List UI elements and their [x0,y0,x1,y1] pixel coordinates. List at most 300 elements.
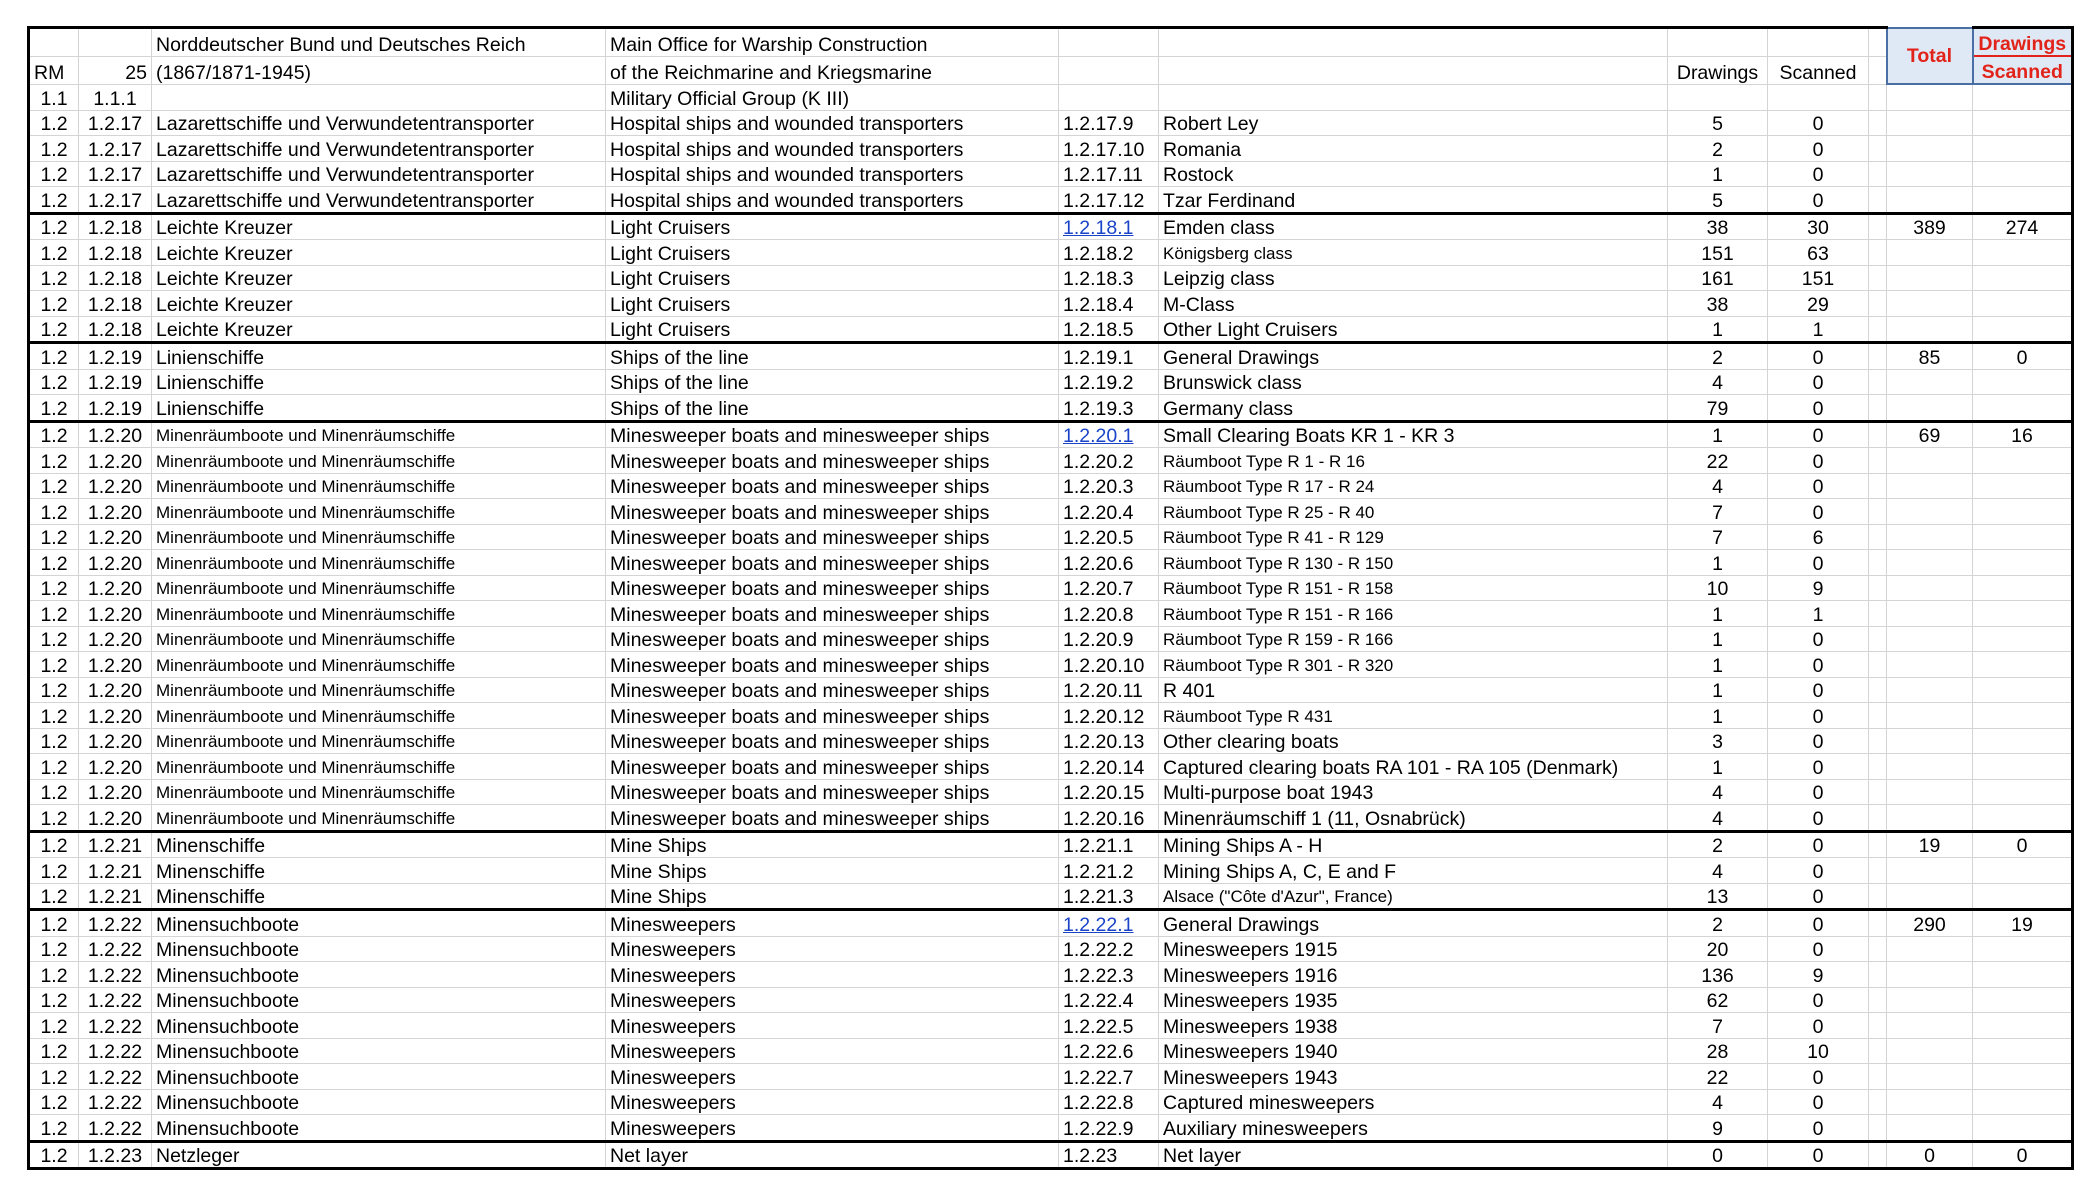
cell-total [1887,1038,1973,1064]
cell-total-scanned [1973,858,2073,884]
sum-drawings-header: Drawings [1973,28,2073,57]
cell-level: 1.2 [29,883,79,910]
col-scanned-header: Scanned [1768,56,1869,84]
table-row [29,575,2073,601]
cell-name: Räumboot Type R 1 - R 16 [1159,448,1668,474]
cell-spacer [1869,831,1887,858]
cell-drawings: 22 [1668,448,1768,474]
cell-name: General Drawings [1159,910,1668,937]
cell-name: Rostock [1159,161,1668,187]
code-link[interactable]: 1.2.18.1 [1063,217,1134,239]
cell-spacer [1869,626,1887,652]
cell-spacer [1869,910,1887,937]
cell-total-scanned: 0 [1973,831,2073,858]
cell-scanned: 1 [1768,316,1869,343]
cell-total-scanned [1973,1013,2073,1039]
cell-subgroup: 1.2.20 [79,601,152,627]
cell-total [1887,136,1973,162]
cell-drawings: 10 [1668,575,1768,601]
table-row [29,626,2073,652]
table-row [29,316,2073,343]
cell-spacer [1869,421,1887,448]
cell-total-scanned [1973,499,2073,525]
cell-name: R 401 [1159,677,1668,703]
cell-total-scanned [1973,369,2073,395]
cell-drawings: 5 [1668,187,1768,214]
cell-spacer [1869,369,1887,395]
cell-title-de: Lazarettschiffe und Verwundetentransporter [152,110,606,136]
cell-level: 1.2 [29,291,79,317]
cell-code: 1.2.17.9 [1059,110,1159,136]
cell-level: 1.2 [29,369,79,395]
cell-drawings: 4 [1668,779,1768,805]
cell-total-scanned [1973,575,2073,601]
cell-level: 1.2 [29,1115,79,1142]
cell-title-en: Ships of the line [606,395,1059,422]
cell-total-scanned: 274 [1973,213,2073,240]
cell-title-de: Lazarettschiffe und Verwundetentransporter [152,161,606,187]
cell-code: 1.2.20.5 [1059,524,1159,550]
code-link[interactable]: 1.2.20.1 [1063,425,1134,447]
cell-code: 1.2.22.6 [1059,1038,1159,1064]
cell-code: 1.2.22.2 [1059,936,1159,962]
cell-spacer [1869,858,1887,884]
cell-scanned: 0 [1768,1013,1869,1039]
cell-title-de: Minenräumboote und Minenräumschiffe [152,473,606,499]
cell-name: Räumboot Type R 159 - R 166 [1159,626,1668,652]
table-row [29,187,2073,214]
cell-subgroup: 1.2.18 [79,265,152,291]
cell-title-en: Minesweeper boats and minesweeper ships [606,677,1059,703]
cell-total [1887,161,1973,187]
cell-code: 1.2.20.14 [1059,754,1159,780]
cell-name: Germany class [1159,395,1668,422]
cell-subgroup: 1.2.19 [79,395,152,422]
cell-title-de: Minenräumboote und Minenräumschiffe [152,550,606,576]
cell-title-de: Lazarettschiffe und Verwundetentransporter [152,136,606,162]
cell-total-scanned [1973,187,2073,214]
table-row [29,240,2073,266]
cell-title-en: Hospital ships and wounded transporters [606,110,1059,136]
cell-title-de: Minenschiffe [152,883,606,910]
cell-name: Captured minesweepers [1159,1089,1668,1115]
cell-code: 1.2.22.5 [1059,1013,1159,1039]
cell-total [1887,395,1973,422]
cell-total-scanned [1973,161,2073,187]
cell-drawings: 28 [1668,1038,1768,1064]
cell-scanned: 0 [1768,161,1869,187]
cell-subgroup: 1.2.19 [79,369,152,395]
header-cell [1768,28,1869,57]
cell-total [1887,1089,1973,1115]
cell-total [1887,448,1973,474]
cell-title-en: Light Cruisers [606,240,1059,266]
cell-total-scanned [1973,291,2073,317]
cell-title-en: Minesweeper boats and minesweeper ships [606,754,1059,780]
cell-total-scanned: 16 [1973,421,2073,448]
cell-total [1887,858,1973,884]
cell-name: General Drawings [1159,343,1668,370]
cell-subgroup: 1.2.20 [79,703,152,729]
cell-title-en: Minesweeper boats and minesweeper ships [606,728,1059,754]
cell-level: 1.2 [29,831,79,858]
cell-scanned: 0 [1768,136,1869,162]
cell-total: 19 [1887,831,1973,858]
table-row [29,910,2073,937]
cell-subgroup: 1.2.20 [79,550,152,576]
cell-subgroup: 1.2.20 [79,473,152,499]
cell-level: 1.2 [29,448,79,474]
cell-drawings: 13 [1668,883,1768,910]
table-row [29,421,2073,448]
header-cell [1869,56,1887,84]
cell-drawings: 4 [1668,1089,1768,1115]
cell-total-scanned [1973,395,2073,422]
cell-drawings: 2 [1668,910,1768,937]
cell-title-en: Minesweepers [606,936,1059,962]
cell-code: 1.2.22.4 [1059,987,1159,1013]
table-row [29,883,2073,910]
cell-title-en: Light Cruisers [606,265,1059,291]
cell-name: Räumboot Type R 17 - R 24 [1159,473,1668,499]
cell-spacer [1869,1013,1887,1039]
cell-scanned: 0 [1768,831,1869,858]
cell-total [1887,962,1973,988]
cell-drawings: 1 [1668,677,1768,703]
cell-code: 1.2.19.3 [1059,395,1159,422]
cell-total-scanned [1973,652,2073,678]
cell-total [1887,524,1973,550]
cell-subgroup: 1.2.22 [79,1089,152,1115]
header-row-1 [29,28,2073,57]
cell-spacer [1869,601,1887,627]
cell-code: 1.2.21.1 [1059,831,1159,858]
cell-subgroup: 1.2.17 [79,161,152,187]
cell-drawings: 161 [1668,265,1768,291]
cell-level: 1.2 [29,499,79,525]
cell-title-en: Light Cruisers [606,291,1059,317]
cell-spacer [1869,499,1887,525]
cell-total-scanned [1973,136,2073,162]
cell-name: Räumboot Type R 130 - R 150 [1159,550,1668,576]
cell-code: 1.2.21.2 [1059,858,1159,884]
cell-subgroup: 1.2.22 [79,1013,152,1039]
cell-subgroup: 1.2.18 [79,240,152,266]
cell-spacer [1869,703,1887,729]
cell-subgroup: 1.2.22 [79,910,152,937]
cell-name: Räumboot Type R 41 - R 129 [1159,524,1668,550]
cell-spacer [1869,575,1887,601]
cell-scanned: 0 [1768,1064,1869,1090]
cell-spacer [1869,110,1887,136]
cell-title-de: Leichte Kreuzer [152,316,606,343]
cell-spacer [1869,1115,1887,1142]
cell-subgroup: 1.2.17 [79,110,152,136]
cell-code [1059,84,1159,110]
cell-scanned: 0 [1768,728,1869,754]
cell-title-en: Hospital ships and wounded transporters [606,161,1059,187]
table-row [29,652,2073,678]
table-row [29,703,2073,729]
cell-code: 1.2.17.10 [1059,136,1159,162]
cell-total [1887,240,1973,266]
cell-name: Minesweepers 1915 [1159,936,1668,962]
cell-drawings: 4 [1668,473,1768,499]
cell-code: 1.2.20.2 [1059,448,1159,474]
cell-drawings: 151 [1668,240,1768,266]
cell-code: 1.2.23 [1059,1141,1159,1169]
cell-spacer [1869,395,1887,422]
cell-total [1887,754,1973,780]
cell-total-scanned [1973,1115,2073,1142]
cell-drawings: 2 [1668,831,1768,858]
cell-scanned: 0 [1768,369,1869,395]
cell-scanned: 0 [1768,652,1869,678]
cell-title-de: Leichte Kreuzer [152,265,606,291]
cell-drawings: 4 [1668,369,1768,395]
cell-title-en: Hospital ships and wounded transporters [606,136,1059,162]
cell-spacer [1869,677,1887,703]
table-row [29,1115,2073,1142]
cell-scanned: 0 [1768,883,1869,910]
cell-code: 1.2.20.3 [1059,473,1159,499]
cell-name: Mining Ships A, C, E and F [1159,858,1668,884]
cell-title-en: Minesweeper boats and minesweeper ships [606,550,1059,576]
cell-total-scanned [1973,703,2073,729]
cell-drawings: 136 [1668,962,1768,988]
cell-drawings: 1 [1668,626,1768,652]
cell-title-de: Minensuchboote [152,910,606,937]
cell-level: 1.2 [29,1089,79,1115]
cell-name: Minesweepers 1935 [1159,987,1668,1013]
cell-scanned: 0 [1768,421,1869,448]
cell-subgroup: 1.2.22 [79,936,152,962]
cell-total [1887,728,1973,754]
cell-level: 1.2 [29,550,79,576]
header-cell [79,28,152,57]
cell-subgroup: 1.2.21 [79,858,152,884]
cell-title-en: Minesweepers [606,987,1059,1013]
cell-total-scanned [1973,805,2073,832]
cell-title-en: Military Official Group (K III) [606,84,1059,110]
cell-total-scanned [1973,728,2073,754]
cell-total-scanned [1973,677,2073,703]
cell-subgroup: 1.2.20 [79,626,152,652]
cell-subgroup: 1.2.22 [79,1064,152,1090]
table-row [29,987,2073,1013]
cell-drawings: 1 [1668,550,1768,576]
header-cell [1869,28,1887,57]
cell-scanned: 0 [1768,987,1869,1013]
cell-total-scanned: 0 [1973,1141,2073,1169]
cell-title-en: Minesweepers [606,1038,1059,1064]
cell-drawings: 1 [1668,161,1768,187]
cell-scanned: 9 [1768,575,1869,601]
cell-name: M-Class [1159,291,1668,317]
cell-drawings: 1 [1668,652,1768,678]
header-title-en: Main Office for Warship Construction [606,28,1059,57]
cell-code: 1.2.22.9 [1059,1115,1159,1142]
cell-level: 1.2 [29,524,79,550]
cell-title-de: Minenräumboote und Minenräumschiffe [152,499,606,525]
cell-title-en: Minesweeper boats and minesweeper ships [606,448,1059,474]
cell-total [1887,187,1973,214]
cell-title-de [152,84,606,110]
cell-title-en: Minesweeper boats and minesweeper ships [606,805,1059,832]
cell-total [1887,601,1973,627]
cell-spacer [1869,240,1887,266]
cell-total: 85 [1887,343,1973,370]
cell-title-de: Minenräumboote und Minenräumschiffe [152,524,606,550]
cell-title-de: Minenschiffe [152,831,606,858]
cell-code: 1.2.20.11 [1059,677,1159,703]
cell-code: 1.2.22.3 [1059,962,1159,988]
cell-total [1887,550,1973,576]
cell-spacer [1869,550,1887,576]
cell-title-en: Minesweepers [606,1115,1059,1142]
cell-level: 1.2 [29,161,79,187]
cell-total-scanned [1973,626,2073,652]
cell-scanned: 6 [1768,524,1869,550]
cell-scanned: 0 [1768,677,1869,703]
cell-level: 1.2 [29,987,79,1013]
cell-spacer [1869,1089,1887,1115]
cell-title-en: Minesweeper boats and minesweeper ships [606,652,1059,678]
cell-level: 1.2 [29,240,79,266]
cell-code [1059,421,1159,448]
cell-title-de: Linienschiffe [152,395,606,422]
cell-name: Räumboot Type R 431 [1159,703,1668,729]
header-cell [1059,28,1159,57]
cell-title-de: Minenräumboote und Minenräumschiffe [152,677,606,703]
cell-total: 389 [1887,213,1973,240]
cell-subgroup: 1.2.21 [79,831,152,858]
header-title-de: Norddeutscher Bund und Deutsches Reich [152,28,606,57]
cell-total-scanned [1973,779,2073,805]
cell-total [1887,316,1973,343]
cell-name: Brunswick class [1159,369,1668,395]
cell-total-scanned [1973,524,2073,550]
cell-title-en: Ships of the line [606,343,1059,370]
cell-level: 1.2 [29,1038,79,1064]
cell-name: Multi-purpose boat 1943 [1159,779,1668,805]
cell-total [1887,1064,1973,1090]
cell-drawings: 1 [1668,316,1768,343]
cell-code: 1.2.20.8 [1059,601,1159,627]
cell-scanned: 0 [1768,936,1869,962]
cell-total [1887,575,1973,601]
cell-code: 1.2.22.7 [1059,1064,1159,1090]
cell-total [1887,1013,1973,1039]
cell-subgroup: 1.2.20 [79,754,152,780]
cell-scanned: 0 [1768,395,1869,422]
cell-code: 1.2.17.12 [1059,187,1159,214]
cell-subgroup: 1.2.20 [79,524,152,550]
cell-total: 0 [1887,1141,1973,1169]
cell-spacer [1869,473,1887,499]
table-row [29,677,2073,703]
cell-level: 1.2 [29,473,79,499]
table-row [29,136,2073,162]
cell-spacer [1869,728,1887,754]
total-header: Total [1887,28,1973,85]
cell-drawings: 2 [1668,343,1768,370]
cell-title-en: Mine Ships [606,883,1059,910]
cell-spacer [1869,936,1887,962]
cell-level: 1.2 [29,677,79,703]
cell-level: 1.2 [29,962,79,988]
cell-title-de: Leichte Kreuzer [152,291,606,317]
cell-title-de: Minenräumboote und Minenräumschiffe [152,421,606,448]
cell-total [1887,703,1973,729]
cell-code: 1.2.20.15 [1059,779,1159,805]
cell-title-de: Minensuchboote [152,1038,606,1064]
cell-title-en: Minesweeper boats and minesweeper ships [606,421,1059,448]
code-link[interactable]: 1.2.22.1 [1063,913,1134,936]
table-row [29,831,2073,858]
cell-title-de: Minensuchboote [152,1064,606,1090]
header-cell [29,28,79,57]
cell-code: 1.2.19.1 [1059,343,1159,370]
cell-name: Räumboot Type R 151 - R 158 [1159,575,1668,601]
table-row [29,369,2073,395]
cell-title-de: Minenräumboote und Minenräumschiffe [152,728,606,754]
cell-title-de: Minenräumboote und Minenräumschiffe [152,575,606,601]
cell-subgroup: 1.2.20 [79,575,152,601]
cell-title-en: Minesweeper boats and minesweeper ships [606,601,1059,627]
header-cell [1059,56,1159,84]
table-row [29,343,2073,370]
cell-total-scanned [1973,84,2073,110]
cell-scanned: 0 [1768,1141,1869,1169]
cell-name: Räumboot Type R 151 - R 166 [1159,601,1668,627]
cell-level: 1.2 [29,601,79,627]
cell-title-en: Minesweeper boats and minesweeper ships [606,779,1059,805]
cell-drawings: 22 [1668,1064,1768,1090]
cell-title-en: Minesweeper boats and minesweeper ships [606,626,1059,652]
cell-subgroup: 1.2.22 [79,1115,152,1142]
cell-spacer [1869,448,1887,474]
cell-title-de: Minenräumboote und Minenräumschiffe [152,448,606,474]
header-cell [1159,28,1668,57]
cell-title-de: Minenräumboote und Minenräumschiffe [152,703,606,729]
cell-title-de: Minenräumboote und Minenräumschiffe [152,779,606,805]
cell-scanned: 0 [1768,703,1869,729]
header-num: 25 [79,56,152,84]
cell-title-en: Minesweepers [606,1013,1059,1039]
cell-total [1887,499,1973,525]
cell-scanned: 0 [1768,1115,1869,1142]
table-row [29,962,2073,988]
cell-spacer [1869,1141,1887,1169]
cell-title-de: Linienschiffe [152,369,606,395]
cell-title-en: Minesweepers [606,910,1059,937]
cell-drawings: 38 [1668,291,1768,317]
cell-level: 1.2 [29,421,79,448]
cell-subgroup: 1.2.20 [79,652,152,678]
cell-level: 1.1 [29,84,79,110]
cell-code: 1.2.18.3 [1059,265,1159,291]
cell-drawings: 1 [1668,703,1768,729]
cell-scanned: 0 [1768,473,1869,499]
cell-name: Tzar Ferdinand [1159,187,1668,214]
table-row [29,473,2073,499]
cell-title-de: Leichte Kreuzer [152,213,606,240]
table-row [29,499,2073,525]
cell-total-scanned [1973,316,2073,343]
cell-title-de: Minensuchboote [152,1115,606,1142]
cell-subgroup: 1.2.20 [79,448,152,474]
